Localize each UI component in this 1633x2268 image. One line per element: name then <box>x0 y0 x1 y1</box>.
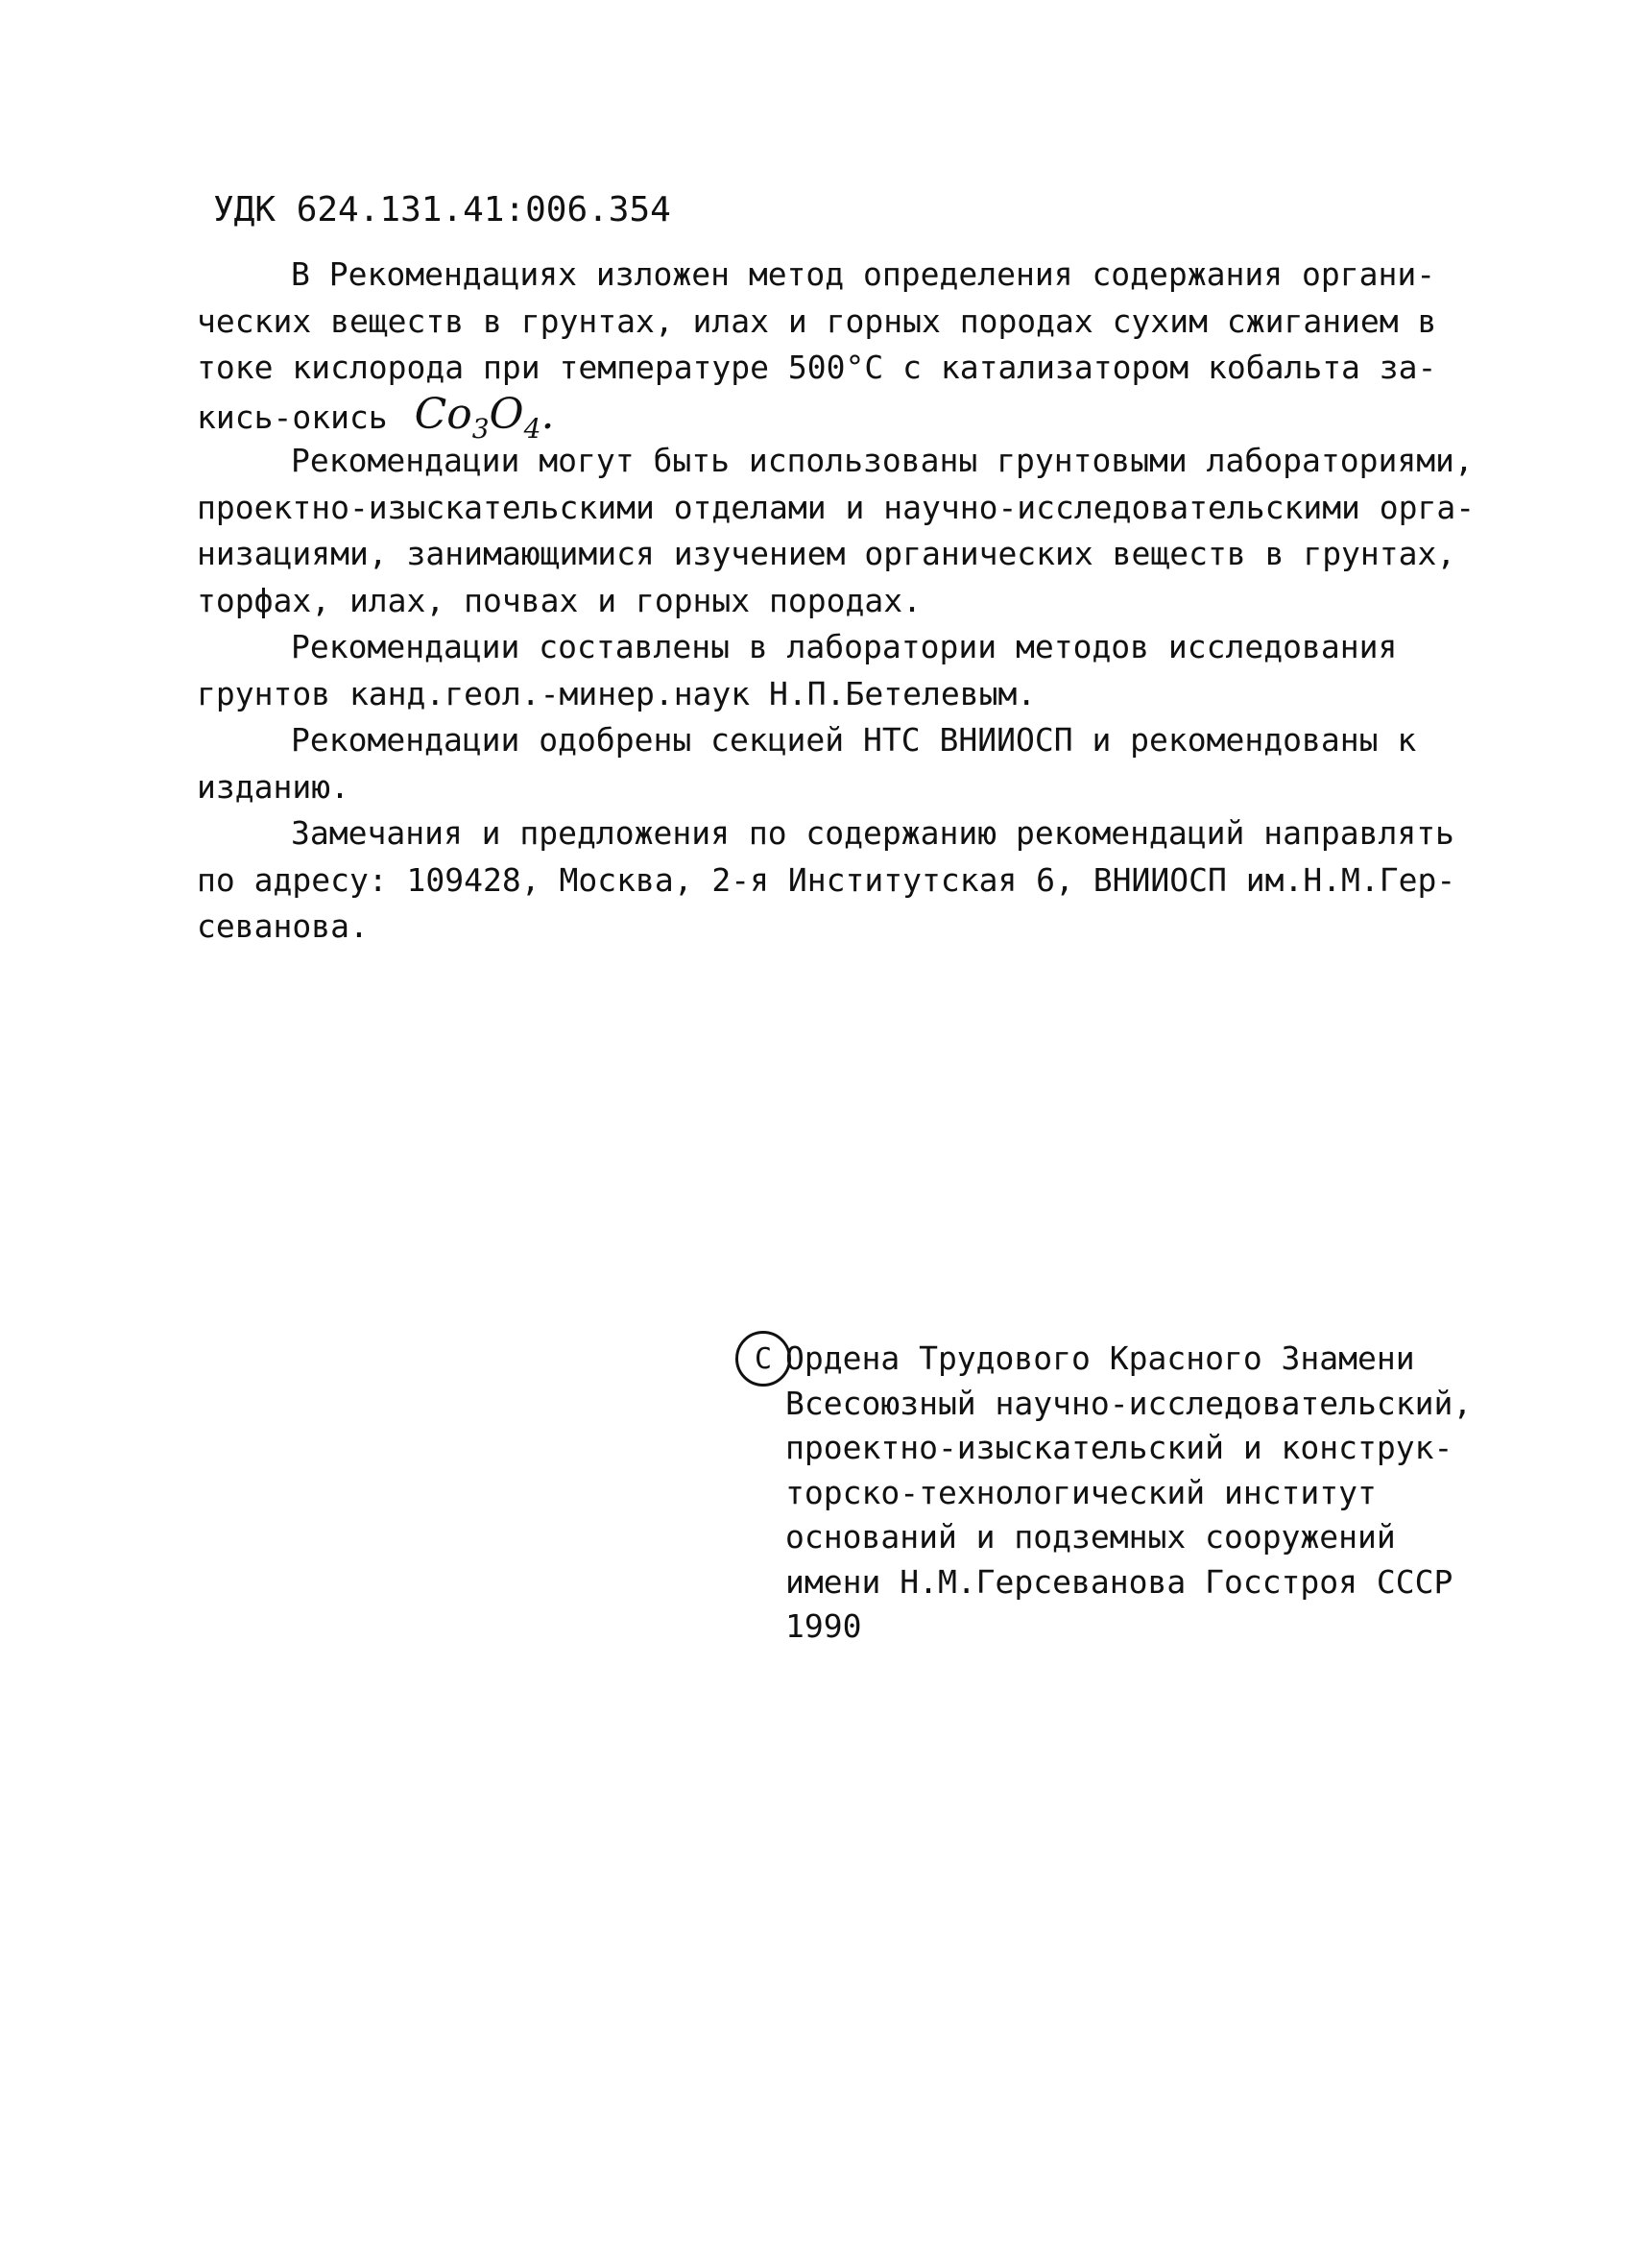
p2-line-4: торфах, илах, почвах и горных породах. <box>197 581 922 619</box>
p2-line-3: низациями, занимающимися изучением органических веществ в грунтах, <box>197 535 1456 572</box>
p5-line-2: по адресу: 109428, Москва, 2-я Институтская 6, ВНИИОСП им.Н.М.Гер- <box>197 860 1456 899</box>
p2-line-2: проектно-изыскательскими отделами и научно-исследовательскими орга- <box>197 488 1476 526</box>
copyright-icon: С <box>735 1331 791 1387</box>
p4-line-1: Рекомендации одобрены секцией НТС ВНИИОСП и рекомендованы к <box>291 721 1417 759</box>
p3-line-1: Рекомендации составлены в лаборатории методов исследования <box>291 628 1398 665</box>
body-text <box>197 252 1476 951</box>
p3-line-2: грунтов канд.геол.-минер.наук Н.П.Бетелевым. <box>197 674 1037 712</box>
p1-line-3: токе кислорода при температуре 500°С с катализатором кобальта за- <box>197 349 1437 386</box>
p2-line-1: Рекомендации могут быть использованы грунтовыми лабораториями, <box>291 442 1474 479</box>
colophon-line-5: оснований и подземных сооружений <box>785 1518 1396 1556</box>
p1-line-4-text: кись-окись <box>197 398 388 436</box>
udk-code: УДК 624.131.41:006.354 <box>213 190 671 229</box>
p5-line-1: Замечания и предложения по содержанию рекомендаций направлять <box>291 814 1454 852</box>
colophon-year: 1990 <box>785 1607 862 1645</box>
colophon-line-1: Ордена Трудового Красного Знамени <box>785 1339 1415 1377</box>
p5-line-3: севанова. <box>197 907 369 945</box>
colophon-line-4: торско-технологический институт <box>785 1473 1377 1511</box>
cobalt-oxide-formula: $Co_3O_4$. <box>414 389 555 445</box>
p1-line-1: В Рекомендациях изложен метод определения содержания органи- <box>291 255 1436 293</box>
colophon <box>785 1337 1553 1650</box>
colophon-line-3: проектно-изыскательский и конструк- <box>785 1429 1453 1466</box>
colophon-line-6: имени Н.М.Герсеванова Госстроя СССР <box>785 1562 1453 1601</box>
p4-line-2: изданию. <box>197 767 349 806</box>
p1-line-4 <box>197 389 1445 445</box>
p1-line-2: ческих веществ в грунтах, илах и горных породах сухим сжиганием в <box>197 302 1437 340</box>
colophon-line-2: Всесоюзный научно-исследовательский, <box>785 1384 1473 1422</box>
